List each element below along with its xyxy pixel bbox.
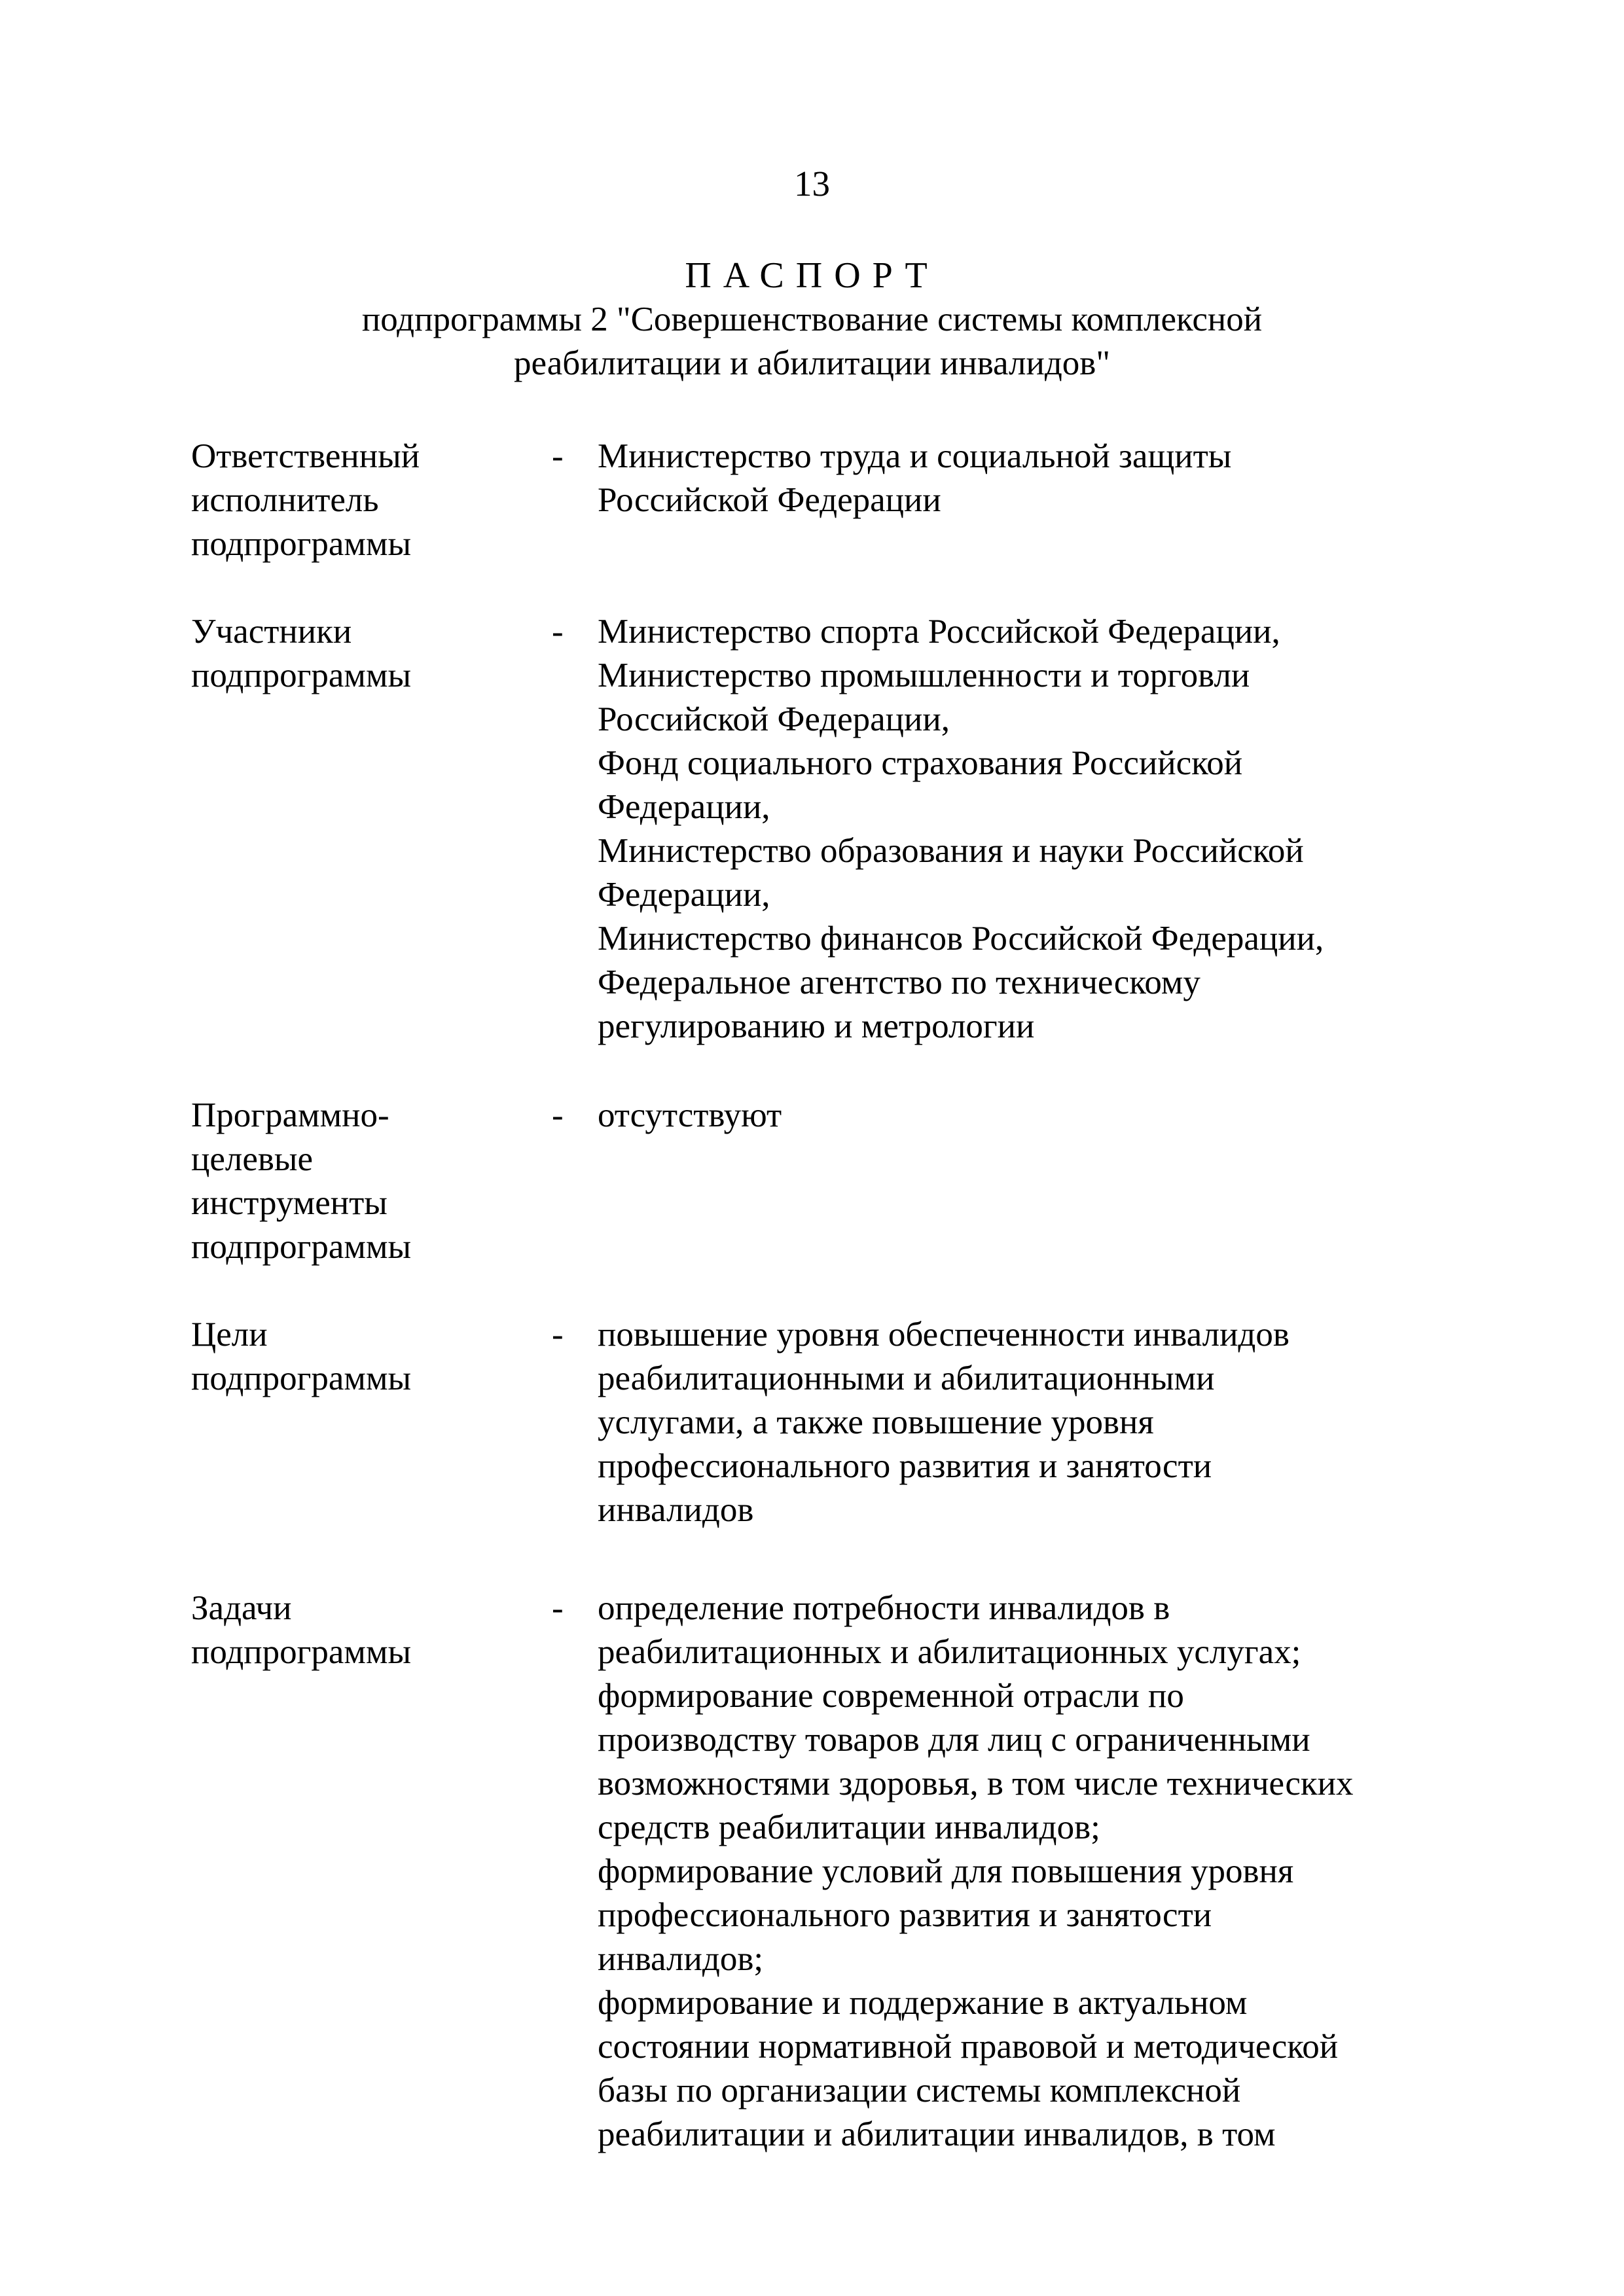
row-value xyxy=(598,1094,1468,1313)
label-line: Ответственный xyxy=(191,437,420,475)
row-value xyxy=(598,1587,1468,2176)
value-line: реабилитационных и абилитационных услугах; xyxy=(598,1633,1301,1671)
value-line: Российской Федерации xyxy=(598,481,941,519)
value-line: Министерство финансов Российской Федерации, xyxy=(598,920,1324,958)
label-line: целевые xyxy=(191,1140,314,1178)
row-label xyxy=(191,435,548,610)
value-line: Федерации, xyxy=(598,788,770,826)
row-value xyxy=(598,610,1468,1094)
row-program-instruments xyxy=(191,1094,1468,1313)
row-dash: - xyxy=(552,437,564,475)
label-line: исполнитель xyxy=(191,481,379,519)
value-line: профессионального развития и занятости xyxy=(598,1447,1212,1485)
value-line: услугами, а также повышение уровня xyxy=(598,1403,1154,1441)
row-dash: - xyxy=(552,1096,564,1134)
value-line: Министерство образования и науки Российской xyxy=(598,832,1304,870)
document-subtitle xyxy=(0,298,1624,386)
value-line: формирование условий для повышения уровня xyxy=(598,1852,1294,1890)
passport-table xyxy=(191,435,1468,2176)
value-line: профессионального развития и занятости xyxy=(598,1896,1212,1934)
value-line: инвалидов; xyxy=(598,1940,764,1978)
value-line: базы по организации системы комплексной xyxy=(598,2072,1241,2109)
value-line: средств реабилитации инвалидов; xyxy=(598,1808,1100,1846)
row-value xyxy=(598,1313,1468,1587)
value-line: Министерство промышленности и торговли xyxy=(598,656,1250,694)
row-label xyxy=(191,1587,548,2176)
value-line: инвалидов xyxy=(598,1491,754,1529)
document-title: ПАСПОРТ xyxy=(685,255,939,296)
label-line: Цели xyxy=(191,1316,268,1354)
label-line: подпрограммы xyxy=(191,525,412,563)
label-line: Участники xyxy=(191,613,352,651)
label-line: подпрограммы xyxy=(191,1359,412,1397)
row-label xyxy=(191,1094,548,1313)
row-dash: - xyxy=(552,613,564,651)
label-line: подпрограммы xyxy=(191,656,412,694)
row-tasks xyxy=(191,1587,1468,2176)
subtitle-line: подпрограммы 2 "Совершенствование системы комплексной xyxy=(361,300,1263,338)
value-line: определение потребности инвалидов в xyxy=(598,1589,1170,1627)
label-line: Задачи xyxy=(191,1589,292,1627)
page-number: 13 xyxy=(794,164,830,204)
label-line: Программно- xyxy=(191,1096,389,1134)
value-line: возможностями здоровья, в том числе технических xyxy=(598,1765,1354,1803)
row-label xyxy=(191,1313,548,1587)
row-goals xyxy=(191,1313,1468,1587)
value-line: Федерации, xyxy=(598,876,770,914)
value-line: Министерство спорта Российской Федерации, xyxy=(598,613,1280,651)
value-line: повышение уровня обеспеченности инвалидов xyxy=(598,1316,1290,1354)
row-dash: - xyxy=(552,1316,564,1354)
label-line: инструменты xyxy=(191,1184,388,1222)
value-line: состоянии нормативной правовой и методической xyxy=(598,2028,1339,2066)
label-line: подпрограммы xyxy=(191,1633,412,1671)
subtitle-line: реабилитации и абилитации инвалидов" xyxy=(514,344,1110,382)
value-line: отсутствуют xyxy=(598,1096,782,1134)
value-line: реабилитации и абилитации инвалидов, в том xyxy=(598,2115,1276,2153)
value-line: Фонд социального страхования Российской xyxy=(598,744,1243,782)
value-line: Российской Федерации, xyxy=(598,700,950,738)
value-line: регулированию и метрологии xyxy=(598,1007,1035,1045)
row-participants xyxy=(191,610,1468,1094)
value-line: формирование и поддержание в актуальном xyxy=(598,1984,1248,2022)
row-value xyxy=(598,435,1468,610)
value-line: производству товаров для лиц с ограниченными xyxy=(598,1721,1310,1759)
row-responsible-executor xyxy=(191,435,1468,610)
value-line: Министерство труда и социальной защиты xyxy=(598,437,1232,475)
row-dash: - xyxy=(552,1589,564,1627)
value-line: Федеральное агентство по техническому xyxy=(598,963,1200,1001)
value-line: формирование современной отрасли по xyxy=(598,1677,1184,1715)
row-label xyxy=(191,610,548,1094)
label-line: подпрограммы xyxy=(191,1228,412,1266)
value-line: реабилитационными и абилитационными xyxy=(598,1359,1215,1397)
